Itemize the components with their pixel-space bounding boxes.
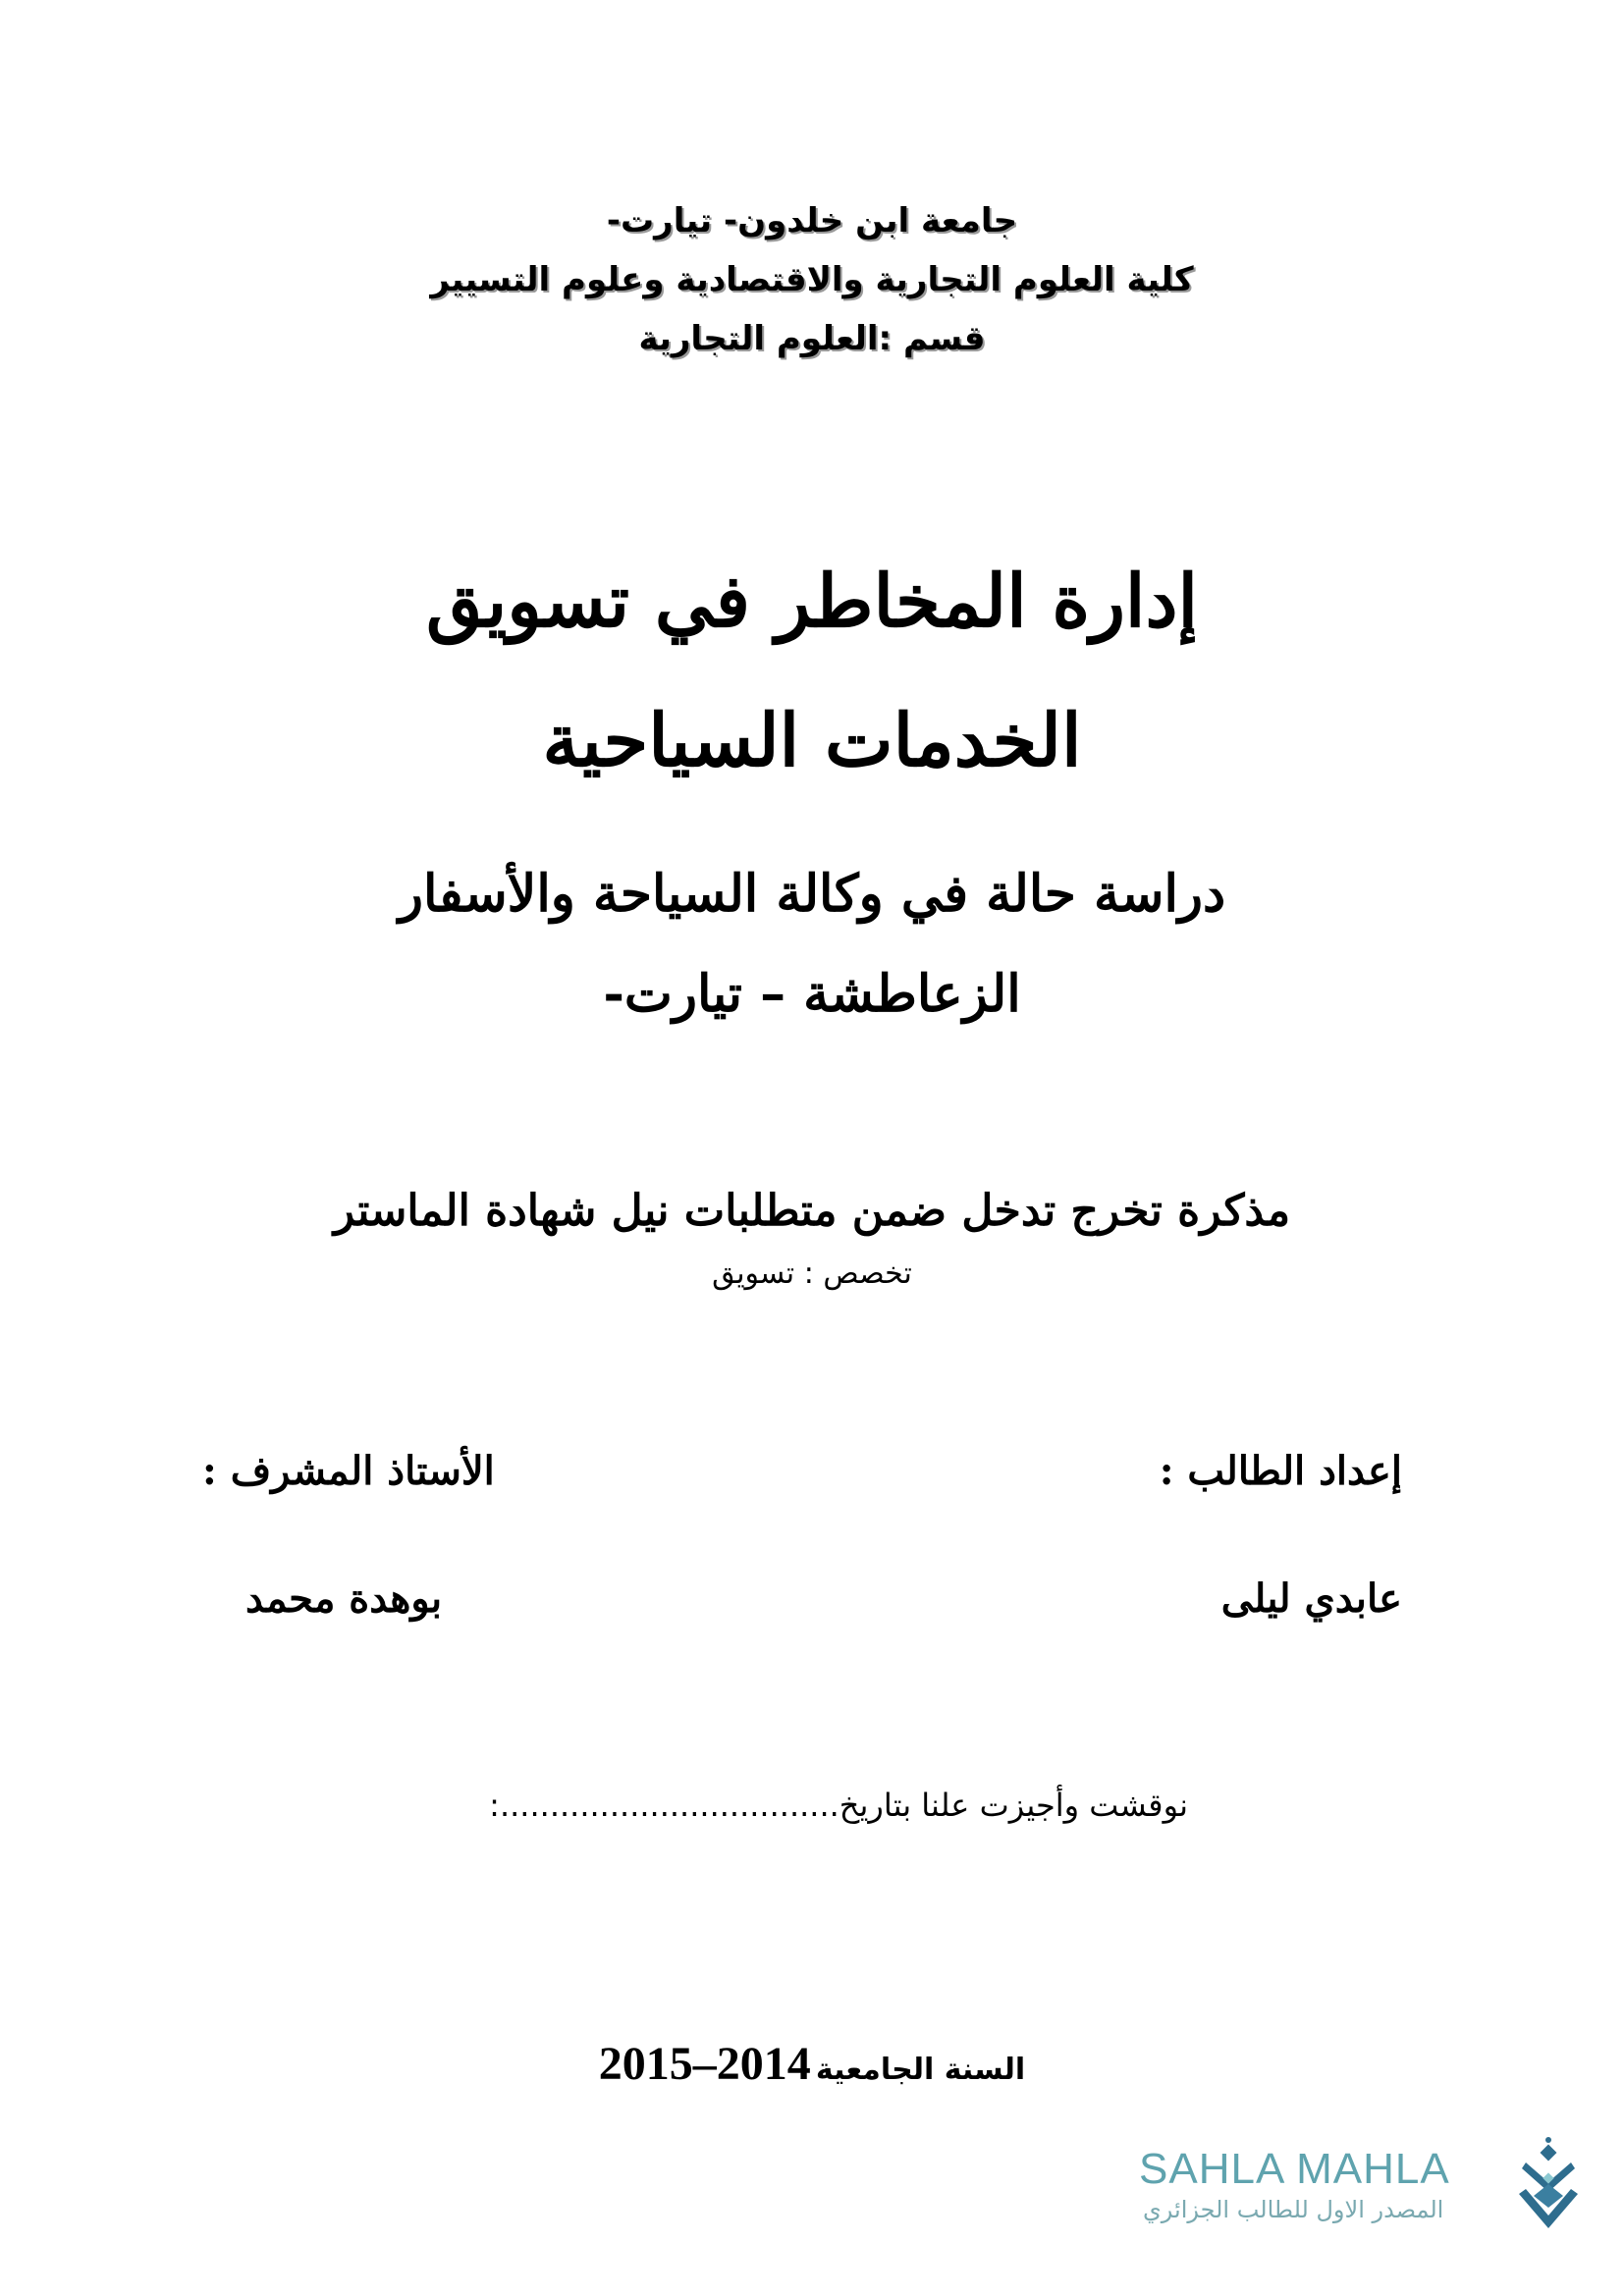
- watermark-name: SAHLA MAHLA: [1139, 2145, 1450, 2193]
- student-label: إعداد الطالب :: [1159, 1448, 1402, 1494]
- academic-year-value: 2014–2015: [598, 2038, 811, 2090]
- watermark-tagline: المصدر الاول للطالب الجزائري: [1143, 2196, 1444, 2223]
- case-study-line-1: دراسة حالة في وكالة السياحة والأسفار: [398, 864, 1226, 924]
- defense-date-line: نوقشت وأجيزت علنا بتاريخ..................................:: [489, 1787, 1188, 1824]
- faculty-name: كلية العلوم التجارية والاقتصادية وعلوم التسيير: [430, 260, 1194, 299]
- student-name: عابدي ليلى: [1220, 1575, 1402, 1622]
- department-name: قسم :العلوم التجارية: [638, 319, 986, 358]
- case-study-line-2: الزعاطشة – تيارت-: [603, 964, 1021, 1024]
- thesis-title-line-1: إدارة المخاطر في تسويق: [426, 560, 1198, 644]
- academic-year-label: السنة الجامعية: [815, 2053, 1026, 2087]
- supervisor-label: الأستاذ المشرف :: [202, 1448, 495, 1494]
- supervisor-name: بوهدة محمد: [245, 1575, 443, 1622]
- university-name: جامعة ابن خلدون- تيارت-: [606, 201, 1018, 240]
- memo-description: مذكرة تخرج تدخل ضمن متطلبات نيل شهادة الماستر: [333, 1186, 1291, 1236]
- academic-year: [0, 2037, 1624, 2091]
- watermark-emblem-icon: [1514, 2135, 1583, 2233]
- specialty: تخصص : تسويق: [712, 1256, 912, 1291]
- thesis-title-line-2: الخدمات السياحية: [542, 699, 1082, 783]
- sahla-mahla-watermark: [1139, 2135, 1591, 2243]
